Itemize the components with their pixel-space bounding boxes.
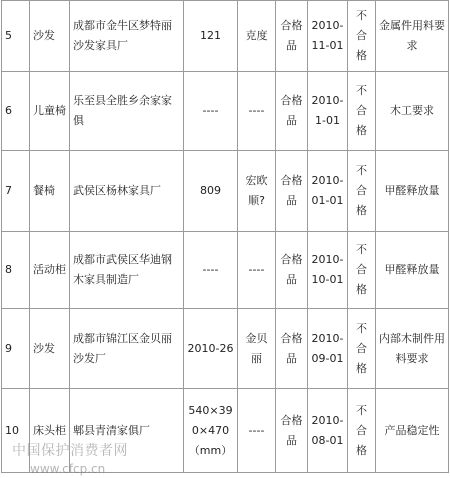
manufacturer: 武侯区杨林家具厂 bbox=[70, 151, 184, 232]
model-spec: 121 bbox=[184, 1, 238, 72]
grade: 合格品 bbox=[276, 309, 308, 389]
product-name: 床头柜 bbox=[30, 389, 70, 473]
row-number: 5 bbox=[2, 1, 30, 72]
model-spec: 540×390×470（mm） bbox=[184, 389, 238, 473]
trademark: 宏欧顺? bbox=[238, 151, 276, 232]
grade: 合格品 bbox=[276, 232, 308, 309]
product-name: 餐椅 bbox=[30, 151, 70, 232]
watermark-site-name: 中国保护消费者网 bbox=[12, 443, 128, 459]
product-name: 活动柜 bbox=[30, 232, 70, 309]
failed-item: 甲醛释放量 bbox=[376, 232, 449, 309]
production-date: 2010-09-01 bbox=[308, 309, 348, 389]
manufacturer: 成都市武侯区华迪钢木家具制造厂 bbox=[70, 232, 184, 309]
failed-item: 甲醛释放量 bbox=[376, 151, 449, 232]
trademark: ---- bbox=[238, 389, 276, 473]
verdict: 不合格 bbox=[348, 151, 376, 232]
table-row bbox=[2, 309, 449, 389]
trademark: ---- bbox=[238, 72, 276, 151]
grade: 合格品 bbox=[276, 389, 308, 473]
model-spec: 809 bbox=[184, 151, 238, 232]
failed-item: 产品稳定性 bbox=[376, 389, 449, 473]
manufacturer: 乐至县全胜乡余家家俱 bbox=[70, 72, 184, 151]
verdict: 不合格 bbox=[348, 389, 376, 473]
row-number: 10 bbox=[2, 389, 30, 473]
production-date: 2010-11-01 bbox=[308, 1, 348, 72]
table-row bbox=[2, 72, 449, 151]
table-row bbox=[2, 232, 449, 309]
row-number: 8 bbox=[2, 232, 30, 309]
row-number: 9 bbox=[2, 309, 30, 389]
verdict: 不合格 bbox=[348, 72, 376, 151]
failed-item: 内部木制件用料要求 bbox=[376, 309, 449, 389]
verdict: 不合格 bbox=[348, 1, 376, 72]
model-spec: 2010-26 bbox=[184, 309, 238, 389]
failed-item: 金属件用料要求 bbox=[376, 1, 449, 72]
model-spec: ---- bbox=[184, 232, 238, 309]
manufacturer: 成都市金牛区梦特丽沙发家具厂 bbox=[70, 1, 184, 72]
production-date: 2010-1-01 bbox=[308, 72, 348, 151]
trademark: 金贝丽 bbox=[238, 309, 276, 389]
production-date: 2010-01-01 bbox=[308, 151, 348, 232]
results-table bbox=[1, 0, 449, 473]
grade: 合格品 bbox=[276, 151, 308, 232]
product-name: 儿童椅 bbox=[30, 72, 70, 151]
grade: 合格品 bbox=[276, 1, 308, 72]
production-date: 2010-08-01 bbox=[308, 389, 348, 473]
manufacturer: 成都市锦江区金贝丽沙发厂 bbox=[70, 309, 184, 389]
trademark: 克度 bbox=[238, 1, 276, 72]
product-name: 沙发 bbox=[30, 309, 70, 389]
production-date: 2010-10-01 bbox=[308, 232, 348, 309]
row-number: 7 bbox=[2, 151, 30, 232]
manufacturer: 郫县青清家俱厂 bbox=[70, 389, 184, 473]
table-row bbox=[2, 151, 449, 232]
model-spec: ---- bbox=[184, 72, 238, 151]
trademark: ---- bbox=[238, 232, 276, 309]
watermark-url: www.cfcp.cn bbox=[30, 462, 106, 476]
verdict: 不合格 bbox=[348, 309, 376, 389]
verdict: 不合格 bbox=[348, 232, 376, 309]
product-name: 沙发 bbox=[30, 1, 70, 72]
table-row bbox=[2, 1, 449, 72]
grade: 合格品 bbox=[276, 72, 308, 151]
failed-item: 木工要求 bbox=[376, 72, 449, 151]
row-number: 6 bbox=[2, 72, 30, 151]
table-row bbox=[2, 389, 449, 473]
